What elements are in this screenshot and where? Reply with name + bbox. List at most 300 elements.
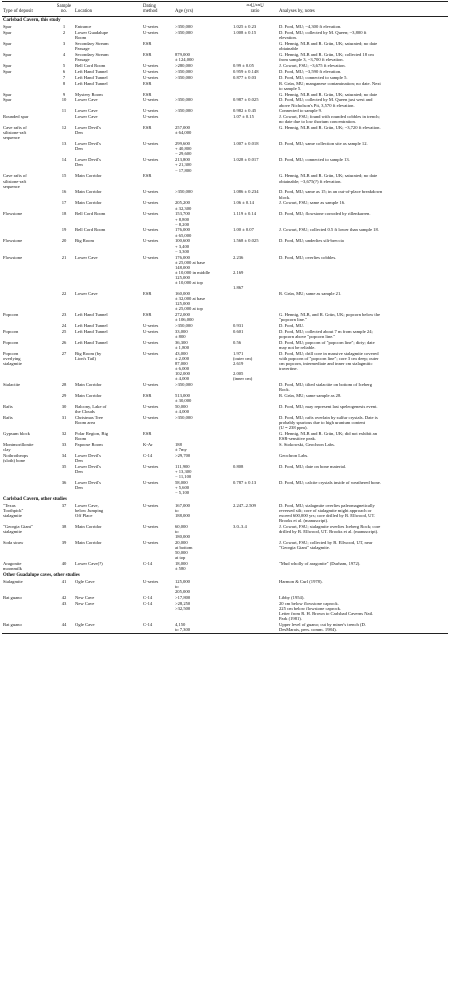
table-row [2, 561, 448, 572]
table-row [2, 329, 448, 340]
ratio-cell [232, 600, 278, 621]
deposit-type-cell: Spar [3, 62, 12, 68]
ratio-cell: 0.931 [233, 323, 244, 329]
dating-method-cell: C-14 [143, 594, 153, 600]
deposit-type-cell: Bat guano [2, 621, 54, 633]
sample-no-cell: 37 [61, 502, 67, 508]
age-cell: 188 ± 7my [175, 442, 187, 453]
dating-method-cell: C-14 [143, 561, 153, 567]
deposit-type-cell: Gypsum block [3, 431, 30, 437]
ratio-cell: 1.028 ± 0.017 [233, 157, 259, 163]
deposit-type-cell: Nothrotheops (sloth) bone [3, 453, 29, 464]
sample-no-cell: 43 [61, 600, 67, 606]
table-row [2, 404, 448, 415]
ratio-cell [232, 540, 278, 561]
dating-method-cell: U-series [143, 238, 159, 244]
ratio-cell: 0.56 [233, 339, 242, 345]
sample-no-cell: 22 [61, 290, 67, 296]
ratio-cell [232, 404, 278, 415]
analyses-cell: S. Stokowski, Geochron Labs. [279, 442, 335, 448]
analyses-cell: Geochron Labs. [279, 453, 309, 459]
table-row [2, 141, 448, 157]
age-cell [174, 114, 232, 125]
dating-method-cell: U-series [143, 108, 159, 114]
analyses-cell: D. Ford, MU; underlies silt-breccia [279, 238, 344, 244]
sample-no-cell: 42 [61, 594, 67, 600]
sample-no-cell: 40 [61, 561, 67, 567]
analyses-cell: D. Ford, MU; popcorn of "popcorn line"; dirty; date may not be reliable. [279, 339, 375, 351]
dating-method-cell: U-series [143, 404, 159, 410]
location-cell: Entrance [75, 24, 92, 30]
sample-no-cell: 34 [61, 453, 67, 459]
analyses-cell: D. Ford, MU; connected to sample 13. [279, 157, 350, 163]
ratio-cell [232, 291, 278, 312]
age-cell: 167,000 to 188,000 [175, 502, 190, 519]
ratio-cell: 1.568 ± 0.025 [233, 238, 259, 244]
location-cell: Left Hand Tunnel [75, 74, 108, 80]
deposit-type-cell: Soda straw [3, 540, 24, 546]
age-cell: 4,150 to 7,300 [174, 621, 232, 633]
sample-no-cell: 41 [61, 578, 67, 584]
sample-no-cell: 31 [61, 415, 67, 421]
sample-no-cell: 36 [61, 480, 67, 486]
sample-no-cell: 5 [62, 62, 66, 68]
analyses-cell: G. Hennig, NLB and R. Grün, UK; ~3,720 ft elevation. [279, 125, 381, 131]
deposit-type-cell [2, 141, 54, 157]
dating-method-cell: U-series [143, 339, 159, 345]
deposit-type-cell: "Texas Toothpick" stalagmite [3, 502, 24, 519]
ratio-cell: 1.007 ± 0.018 [233, 141, 259, 147]
deposit-type-cell [2, 600, 54, 621]
ratio-cell: 1.008 ± 0.15 [233, 30, 257, 36]
ratio-cell: 1.06 ± 0.14 [233, 200, 254, 206]
dating-method-cell: U-series [143, 350, 159, 356]
dating-method-cell: U-series [143, 323, 159, 329]
header-ratio: ²³⁴U/²³⁸U ratio [232, 2, 278, 17]
sample-no-cell: 11 [61, 108, 67, 114]
deposit-type-cell: Popcorn [3, 339, 19, 345]
deposit-type-cell [2, 227, 54, 238]
analyses-cell: D. Ford, MU; ~4,300 ft elevation. [279, 24, 342, 30]
table-row [2, 340, 448, 351]
deposit-type-cell: Stalactite [3, 382, 21, 388]
analyses-cell: Harmon & Curl (1978). [279, 578, 323, 584]
sample-no-cell: 18 [61, 211, 67, 217]
ratio-cell: 0.987 ± 0.025 [233, 97, 259, 103]
table-row [2, 480, 448, 496]
ratio-cell [232, 621, 278, 633]
location-cell: Main Corridor [75, 382, 102, 388]
section-title: Carlsbad Cavern, this study [3, 18, 61, 24]
location-cell: Left Hand Tunnel [75, 339, 108, 345]
analyses-cell: G. Hennig, NLB and R. Grün, UK; saturated; no date obtainable; ~3,675(?) ft elevation. [279, 173, 378, 184]
location-cell: Secondary Stream Passage [75, 51, 109, 63]
location-cell: Ogle Cave [74, 621, 142, 633]
section-heading-row [2, 496, 448, 503]
analyses-cell: J. Cowart, FSU; ~3,675 ft elevation. [279, 62, 346, 68]
age-cell: >17,800 [175, 594, 191, 600]
analyses-cell: D. Ford, MU; collected by M. Queen; ~3,800 ft elevation. [279, 30, 367, 41]
table-row [2, 189, 448, 200]
table-row [2, 524, 448, 540]
age-cell: 176,000 ± 65,000 [175, 227, 192, 238]
deposit-type-cell: Popcorn [3, 312, 19, 318]
ratio-cell: 0.959 ± 0.148 [233, 68, 259, 74]
analyses-cell: J. Cowart, FSU; found with rounded cobbles in trench; no date due to low thorium concentration. [279, 114, 380, 125]
location-cell: Main Corridor [75, 523, 102, 529]
location-cell: Polar Region, Big Room [75, 431, 109, 442]
analyses-cell: D. Ford, MU; collected by M. Queen just west and above Nicholson's Pit, 3,570 ft elevation. [279, 97, 373, 108]
table-row [2, 238, 448, 254]
ratio-cell [232, 312, 278, 323]
deposit-type-cell: Spar [3, 24, 12, 30]
location-cell: Lower Devil's Den [75, 464, 101, 475]
table-row [2, 97, 448, 108]
header-analyses: Analyses by, notes [278, 2, 448, 17]
header-type: Type of deposit [2, 2, 54, 17]
location-cell: Bell Cord Room [75, 211, 106, 217]
table-row [2, 80, 448, 91]
analyses-cell: G. Hennig, NLB and R. Grün, UK; saturated; no date obtainable [279, 41, 378, 52]
age-cell: 58,000 + 5,600 − 5,100 [175, 480, 190, 496]
table-row [2, 227, 448, 238]
location-cell: Secondary Stream Passage [75, 41, 109, 52]
ratio-cell: 0.877 ± 0.03 [233, 74, 257, 80]
age-cell: >350,000 [175, 97, 193, 103]
ratio-cell: 1.119 ± 0.14 [233, 211, 257, 217]
section-heading-row [2, 17, 448, 24]
table-row [2, 312, 448, 323]
age-cell: 36,300 ± 1,800 [175, 339, 190, 351]
age-cell: >280,000 [175, 62, 193, 68]
deposit-type-cell: "Georgia Giant" stalagmite [3, 523, 33, 535]
dating-method-cell: C-14 [142, 621, 174, 633]
table-row [2, 540, 448, 561]
age-cell: 176,000 ± 25,000 at base 148,000 ± 10,000 in middle 125,000 ± 10,000 at top [175, 254, 210, 285]
dating-method-cell: ESR [143, 290, 152, 296]
table-row [2, 578, 448, 594]
location-cell: Lower Cave [75, 108, 98, 114]
sample-no-cell: 16 [61, 189, 67, 195]
ratio-cell [232, 382, 278, 393]
age-cell: >350,000 [175, 415, 193, 421]
analyses-cell: D. Ford, MU; connected to sample 5. [279, 74, 348, 80]
sample-no-cell: 23 [61, 312, 67, 318]
dating-method-cell: U-series [143, 62, 159, 68]
ratio-cell: 3.0–3.4 [233, 523, 247, 529]
dating-method-cell: U-series [143, 502, 159, 508]
ratio-cell [232, 442, 278, 453]
deposit-type-cell: Popcorn [3, 328, 19, 334]
sample-no-cell: 12 [61, 125, 67, 131]
age-cell: 879,000 ± 124,000 [175, 51, 194, 63]
analyses-cell: D. Ford, MU; collected about 7 m from sample 24; popcorn above "popcorn line." [279, 328, 373, 340]
analyses-cell: "Mud wholly of aragonite" (Durham, 1972). [279, 561, 361, 567]
sample-no-cell: 29 [61, 393, 67, 399]
location-cell: Main Corridor [75, 540, 102, 546]
table-row [2, 52, 448, 63]
header-sample-no: Sample no. [54, 2, 74, 17]
deposit-type-cell: Rafts [3, 404, 13, 410]
analyses-cell: 20 cm below flowstone caprock. 225 cm below flowstone caprock. Letter from R. H. Brown to Carlsbad Caverns Natl. Park (1981). [279, 600, 374, 621]
dating-method-cell: U-series [143, 74, 159, 80]
age-cell: 257,000 ± 64,000 [175, 125, 192, 136]
deposit-type-cell: Spar [3, 97, 12, 103]
ratio-cell [232, 431, 278, 442]
sample-no-cell: 27 [61, 350, 67, 356]
location-cell: Bell Cord Room [75, 62, 106, 68]
analyses-cell: D. Ford, MU; drill core in massive stalagmite covered with popcorn of "popcorn line"; core 3 cm deep; outer cm popcorn, intermediate and inner cm stalagmitic travertine. [279, 350, 379, 372]
location-cell: Lower Devil's Den [75, 480, 101, 491]
analyses-cell: D. Ford, MU. [279, 323, 305, 329]
table-header [2, 2, 448, 17]
sample-no-cell: 10 [61, 97, 67, 103]
table-row [2, 502, 448, 523]
sample-no-cell: 20 [61, 238, 67, 244]
data-table [2, 1, 448, 634]
deposit-type-cell: Flowstone [3, 254, 23, 260]
deposit-type-cell: Rounded spar [3, 114, 29, 120]
age-cell: 272,000 ± 106,000 [175, 312, 194, 323]
ratio-cell [232, 41, 278, 52]
ratio-cell: 2.236 2.169 1.867 [233, 254, 244, 291]
dating-method-cell: U-series [143, 200, 159, 206]
ratio-cell [232, 52, 278, 63]
age-cell: 43,000 ± 2,000 87,000 ± 6,000 102,000 ± 4,000 [175, 350, 190, 382]
sample-no-cell: 6 [62, 68, 66, 74]
sample-no-cell: 39 [61, 540, 67, 546]
dating-method-cell: U-series [143, 382, 159, 388]
dating-method-cell: ESR [143, 91, 152, 97]
location-cell: Lower Cave(?) [75, 561, 103, 567]
location-cell: Lower Cave, below Jumping Off Place [75, 502, 104, 519]
analyses-cell: D. Ford, MU; overlies cobbles. [279, 254, 337, 260]
location-cell: Left Hand Tunnel [75, 68, 108, 74]
ratio-cell [232, 415, 278, 431]
age-cell [174, 431, 232, 442]
deposit-type-cell [2, 189, 54, 200]
document-page [2, 1, 448, 634]
location-cell: Main Corridor [75, 189, 102, 195]
table-row [2, 200, 448, 211]
age-cell: >350,000 [175, 30, 193, 36]
location-cell: Mystery Room [75, 91, 103, 97]
location-cell: Christmas Tree Room area [75, 415, 103, 426]
table-row [2, 41, 448, 52]
analyses-cell: Libby (1954). [279, 594, 305, 600]
deposit-type-cell [2, 464, 54, 480]
ratio-cell: 1.07 ± 0.15 [233, 114, 254, 120]
ratio-cell: 0.601 [233, 328, 244, 334]
analyses-cell: J. Cowart, FSU; collected by B. Ellwood, UT, near "Georgia Giant" stalagmite. [279, 540, 373, 551]
deposit-type-cell: Spar [3, 41, 12, 47]
age-cell [174, 41, 232, 52]
dating-method-cell: U-series [143, 68, 159, 74]
deposit-type-cell: Spar [3, 68, 12, 74]
table-row [2, 254, 448, 290]
location-cell: Main Corridor [75, 393, 102, 399]
table-row [2, 393, 448, 404]
analyses-cell: D. Ford, MU; ~3,590 ft elevation. [279, 68, 342, 74]
dating-method-cell: U-series [143, 97, 159, 103]
analyses-cell: G. Hennig, NLB and R. Grün, UK; collected 18 cm from sample 3, ~3,700 ft elevation. [279, 51, 374, 63]
deposit-type-cell: Spar [3, 91, 12, 97]
sample-no-cell: 3 [62, 41, 66, 47]
age-cell: >350,000 [175, 382, 193, 388]
ratio-cell: 1.025 ± 0.23 [233, 24, 257, 30]
deposit-type-cell: Spar [3, 51, 12, 57]
age-cell: >350,000 [175, 323, 193, 329]
location-cell: Left Hand Tunnel [75, 312, 108, 318]
analyses-cell: D. Ford, MU; same as 15; in an out-of-place breakdown block. [279, 189, 383, 200]
analyses-cell: G. Hennig, NLB and R. Grün, UK; did not exhibit an ESR-sensitive peak. [279, 431, 377, 442]
age-cell: >29,700 [175, 453, 191, 459]
age-cell: >350,000 [175, 108, 193, 114]
sample-no-cell: 2 [62, 30, 66, 36]
dating-method-cell: ESR [143, 393, 152, 399]
sample-no-cell: 13 [61, 141, 67, 147]
table-row [2, 291, 448, 312]
table-row [2, 621, 448, 633]
deposit-type-cell: Aragonite moonmilk [3, 561, 22, 572]
sample-no-cell: 4 [62, 51, 66, 57]
location-cell: Left Hand Tunnel [75, 80, 108, 86]
analyses-cell: D. Ford, MU; may represent last speleogenesis event. [279, 404, 378, 410]
sample-no-cell: 14 [61, 157, 67, 163]
analyses-cell: D. Ford, MU; tilted stalactite on bottom of Iceberg Rock. [279, 382, 373, 393]
dating-method-cell: ESR [143, 80, 152, 86]
location-cell: Lower Guadalupe Room [75, 30, 109, 41]
age-cell: 33,000 ± 800 [175, 328, 188, 340]
ratio-cell: 1.00 ± 0.07 [233, 227, 254, 233]
ratio-cell: 0.808 [233, 464, 244, 470]
location-cell: Lower Devil's Den [75, 453, 101, 464]
location-cell: Main Corridor [75, 173, 102, 179]
table-row [2, 157, 448, 173]
table-row [2, 415, 448, 431]
age-cell: 299,600 + 40,800 − 29,600 [175, 141, 192, 157]
deposit-type-cell [2, 291, 54, 312]
location-cell: New Cave [75, 600, 95, 606]
sample-no-cell: 24 [61, 323, 67, 329]
dating-method-cell: U-series [143, 523, 159, 529]
deposit-type-cell: Montmorillonite clay [3, 442, 34, 453]
table-row [2, 600, 448, 621]
deposit-type-cell: Spar [3, 30, 12, 36]
table-row [2, 211, 448, 227]
ratio-cell [232, 561, 278, 572]
dating-method-cell: U-series [143, 30, 159, 36]
age-cell: 111,900 + 13,300 − 11,100 [175, 464, 192, 480]
analyses-cell: Upper level of guano; cut by miner's trench (D. DesMarais, pers. comm. 1984). [278, 621, 448, 633]
sample-no-cell: 25 [61, 328, 67, 334]
deposit-type-cell [2, 200, 54, 211]
ratio-cell: 1.086 ± 0.234 [233, 189, 259, 195]
dating-method-cell: ESR [143, 173, 152, 179]
header-dating-method: Dating method [142, 2, 174, 17]
dating-method-cell: C-14 [143, 453, 153, 459]
age-cell: 213,800 + 21,300 − 17,800 [175, 157, 192, 173]
deposit-type-cell: Cave rafts of siltstone-raft sequence [3, 125, 27, 141]
dating-method-cell: ESR [143, 312, 152, 318]
dating-method-cell: ESR [143, 51, 152, 57]
analyses-cell: R. Grün, MU; manganese contamination; no date. Next to sample 5. [279, 80, 381, 91]
dating-method-cell: U-series [143, 114, 159, 120]
table-row [2, 442, 448, 453]
header-location: Location [74, 2, 142, 17]
dating-method-cell: C-14 [143, 600, 153, 606]
location-cell: Big Room [75, 238, 95, 244]
analyses-cell: D. Ford, MU; same collection site as sample 12. [279, 141, 368, 147]
age-cell: 50,000 ± 4,000 [175, 404, 190, 415]
sample-no-cell: 44 [54, 621, 74, 633]
analyses-cell: D. Ford, MU; flowstone corroded by rillenkarren. [279, 211, 371, 217]
sample-no-cell: 38 [61, 523, 67, 529]
section-title: Other Guadalupe caves, other studies [3, 572, 80, 578]
sample-no-cell: 1 [62, 24, 66, 30]
deposit-type-cell: Popcorn overlying stalagmite [3, 350, 22, 367]
table-row [2, 453, 448, 464]
sample-no-cell: 17 [61, 200, 67, 206]
section-heading-row [2, 572, 448, 579]
location-cell: Lower Cave [75, 97, 98, 103]
location-cell: Papoose Room [75, 442, 103, 448]
table-row [2, 431, 448, 442]
location-cell: Left Hand Tunnel [75, 328, 108, 334]
dating-method-cell: U-series [143, 211, 159, 217]
sample-no-cell: 35 [61, 464, 67, 470]
dating-method-cell: K-Ar [143, 442, 153, 448]
age-cell: 513,000 ± 30,000 [175, 393, 192, 404]
location-cell: Big Room (by Lion's Tail) [75, 350, 102, 361]
dating-method-cell: U-series [143, 480, 159, 486]
analyses-cell: G. Hennig, NLB, and R. Grün, UK; popcorn below the "popcorn line." [279, 312, 381, 323]
deposit-type-cell: Stalagmite [3, 578, 23, 584]
ratio-cell [232, 453, 278, 464]
sample-no-cell: 32 [61, 431, 67, 437]
ratio-cell: 0.787 ± 0.13 [233, 480, 257, 486]
age-cell [174, 80, 232, 91]
location-cell: Lower Cave [75, 290, 98, 296]
age-cell: 20,000 at bottom 50,000 at top [175, 540, 193, 561]
table-row [2, 464, 448, 480]
dating-method-cell: U-series [143, 415, 159, 421]
location-cell: Balcony, Lake of the Clouds [75, 404, 107, 415]
location-cell: Lower Cave [75, 254, 98, 260]
dating-method-cell: ESR [143, 41, 152, 47]
dating-method-cell: U-series [143, 189, 159, 195]
sample-no-cell [54, 114, 74, 125]
sample-no-cell: 28 [61, 382, 67, 388]
dating-method-cell: U-series [143, 157, 159, 163]
sample-no-cell: 33 [61, 442, 67, 448]
analyses-cell: D. Ford, MU; rafts overlain by sulfur crystals. Date is probably spurious due to high uranium content (U = 238 ppm). [279, 415, 378, 431]
sample-no-cell: 30 [61, 404, 67, 410]
deposit-type-cell [2, 393, 54, 404]
location-cell: Bell Cord Room [75, 227, 106, 233]
dating-method-cell: U-series [143, 254, 159, 260]
ratio-cell: 0.99 ± 0.05 [233, 62, 254, 68]
age-cell [174, 173, 232, 189]
age-cell: 60,000 to 180,000 [175, 523, 190, 540]
location-cell: Ogle Cave [75, 578, 95, 584]
analyses-cell: J. Cowart, FSU; collected 0.5 ft lower than sample 18. [279, 227, 379, 233]
age-cell: >28,250 >32,500 [175, 600, 191, 611]
age-cell: >350,000 [175, 189, 193, 195]
analyses-cell: D. Ford, MU; date on bone material. [279, 464, 347, 470]
section-title: Carlsbad Cavern, other studies [3, 496, 67, 502]
dating-method-cell: U-series [143, 328, 159, 334]
